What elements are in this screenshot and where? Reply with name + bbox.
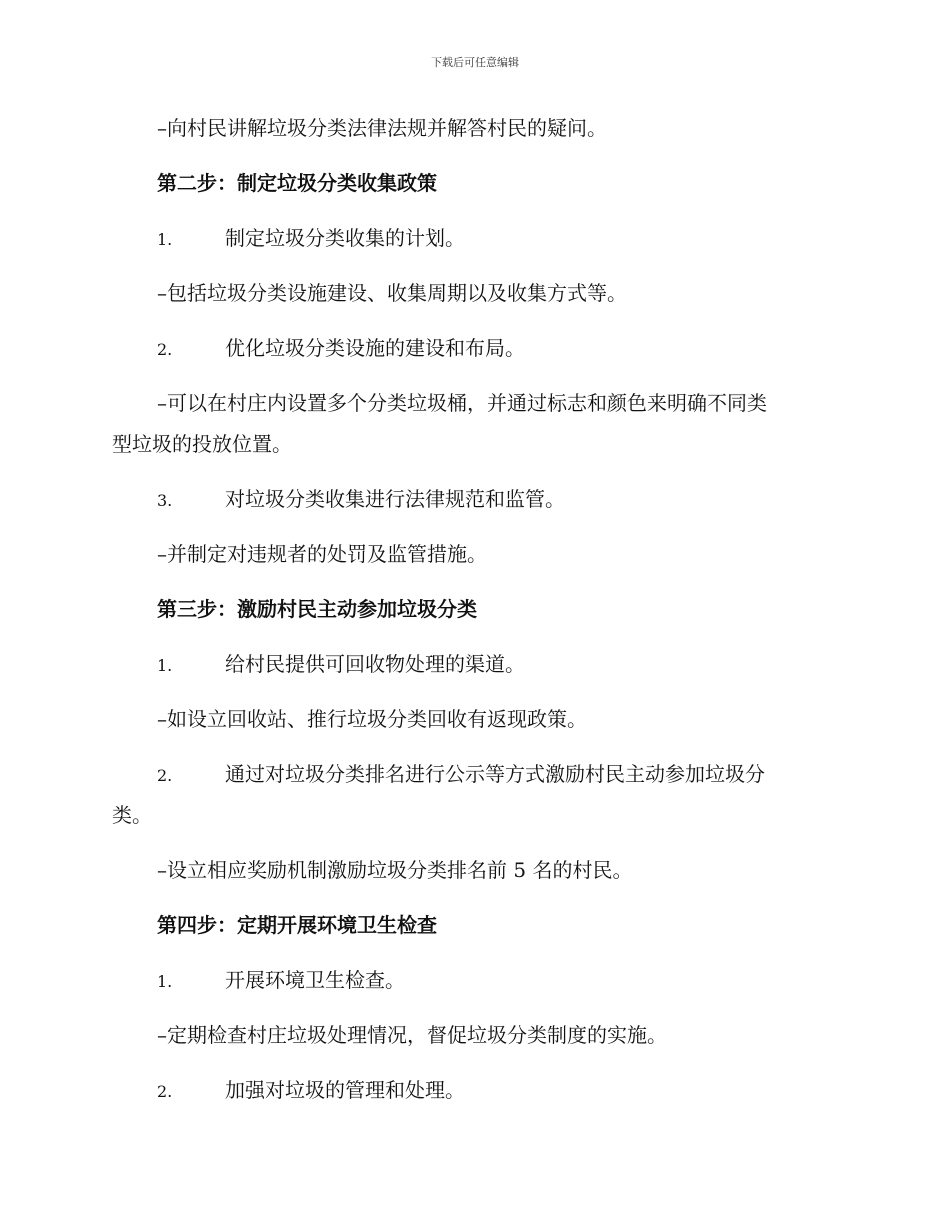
page-header: 下载后可任意编辑 bbox=[431, 56, 519, 69]
dash-marker: – bbox=[157, 281, 167, 305]
bullet-item bbox=[112, 389, 837, 456]
item-number: 1. bbox=[157, 230, 173, 249]
heading-text: 第三步：激励村民主动参加垃圾分类 bbox=[157, 597, 477, 621]
item-text: 给村民提供可回收物处理的渠道。 bbox=[225, 652, 525, 676]
item-number: 2. bbox=[157, 766, 173, 785]
item-text: 定期检查村庄垃圾处理情况，督促垃圾分类制度的实施。 bbox=[167, 1023, 667, 1047]
numbered-item bbox=[157, 485, 837, 515]
numbered-item bbox=[157, 650, 837, 680]
item-text: 包括垃圾分类设施建设、收集周期以及收集方式等。 bbox=[167, 281, 627, 305]
item-text: 并制定对违规者的处罚及监管措施。 bbox=[167, 542, 487, 566]
item-text: 设立相应奖励机制激励垃圾分类排名前 5 名的村民。 bbox=[167, 858, 633, 882]
item-text: 制定垃圾分类收集的计划。 bbox=[225, 226, 465, 250]
bullet-item bbox=[157, 540, 837, 568]
heading-text: 第二步：制定垃圾分类收集政策 bbox=[157, 171, 437, 195]
dash-marker: – bbox=[157, 1023, 167, 1047]
item-text: 向村民讲解垃圾分类法律法规并解答村民的疑问。 bbox=[167, 116, 607, 140]
item-text: 对垃圾分类收集进行法律规范和监管。 bbox=[225, 487, 565, 511]
numbered-item bbox=[157, 224, 837, 254]
heading-text: 第四步：定期开展环境卫生检查 bbox=[157, 913, 437, 937]
numbered-item bbox=[157, 1076, 837, 1106]
bullet-item bbox=[157, 1021, 837, 1049]
section-heading bbox=[157, 595, 837, 623]
numbered-item bbox=[112, 760, 837, 827]
dash-marker: – bbox=[157, 116, 167, 140]
item-text: 通过对垃圾分类排名进行公示等方式激励村民主动参加垃圾分 bbox=[225, 762, 765, 786]
section-heading bbox=[157, 911, 837, 939]
item-number: 3. bbox=[157, 491, 173, 510]
dash-marker: – bbox=[157, 707, 167, 731]
item-number: 2. bbox=[157, 340, 173, 359]
numbered-item bbox=[157, 334, 837, 364]
bullet-item bbox=[157, 279, 837, 307]
item-number: 2. bbox=[157, 1082, 173, 1101]
continuation-text: 型垃圾的投放位置。 bbox=[112, 432, 292, 456]
bullet-item bbox=[157, 856, 837, 884]
item-text: 如设立回收站、推行垃圾分类回收有返现政策。 bbox=[167, 707, 587, 731]
item-text: 加强对垃圾的管理和处理。 bbox=[225, 1078, 465, 1102]
item-text: 可以在村庄内设置多个分类垃圾桶，并通过标志和颜色来明确不同类 bbox=[167, 391, 767, 415]
bullet-item bbox=[157, 705, 837, 733]
dash-marker: – bbox=[157, 542, 167, 566]
item-number: 1. bbox=[157, 656, 173, 675]
item-text: 开展环境卫生检查。 bbox=[225, 968, 405, 992]
item-number: 1. bbox=[157, 972, 173, 991]
dash-marker: – bbox=[157, 858, 167, 882]
item-text: 优化垃圾分类设施的建设和布局。 bbox=[225, 336, 525, 360]
continuation-text: 类。 bbox=[112, 803, 152, 827]
dash-marker: – bbox=[157, 391, 167, 415]
section-heading bbox=[157, 169, 837, 197]
numbered-item bbox=[157, 966, 837, 996]
bullet-item bbox=[157, 114, 837, 142]
